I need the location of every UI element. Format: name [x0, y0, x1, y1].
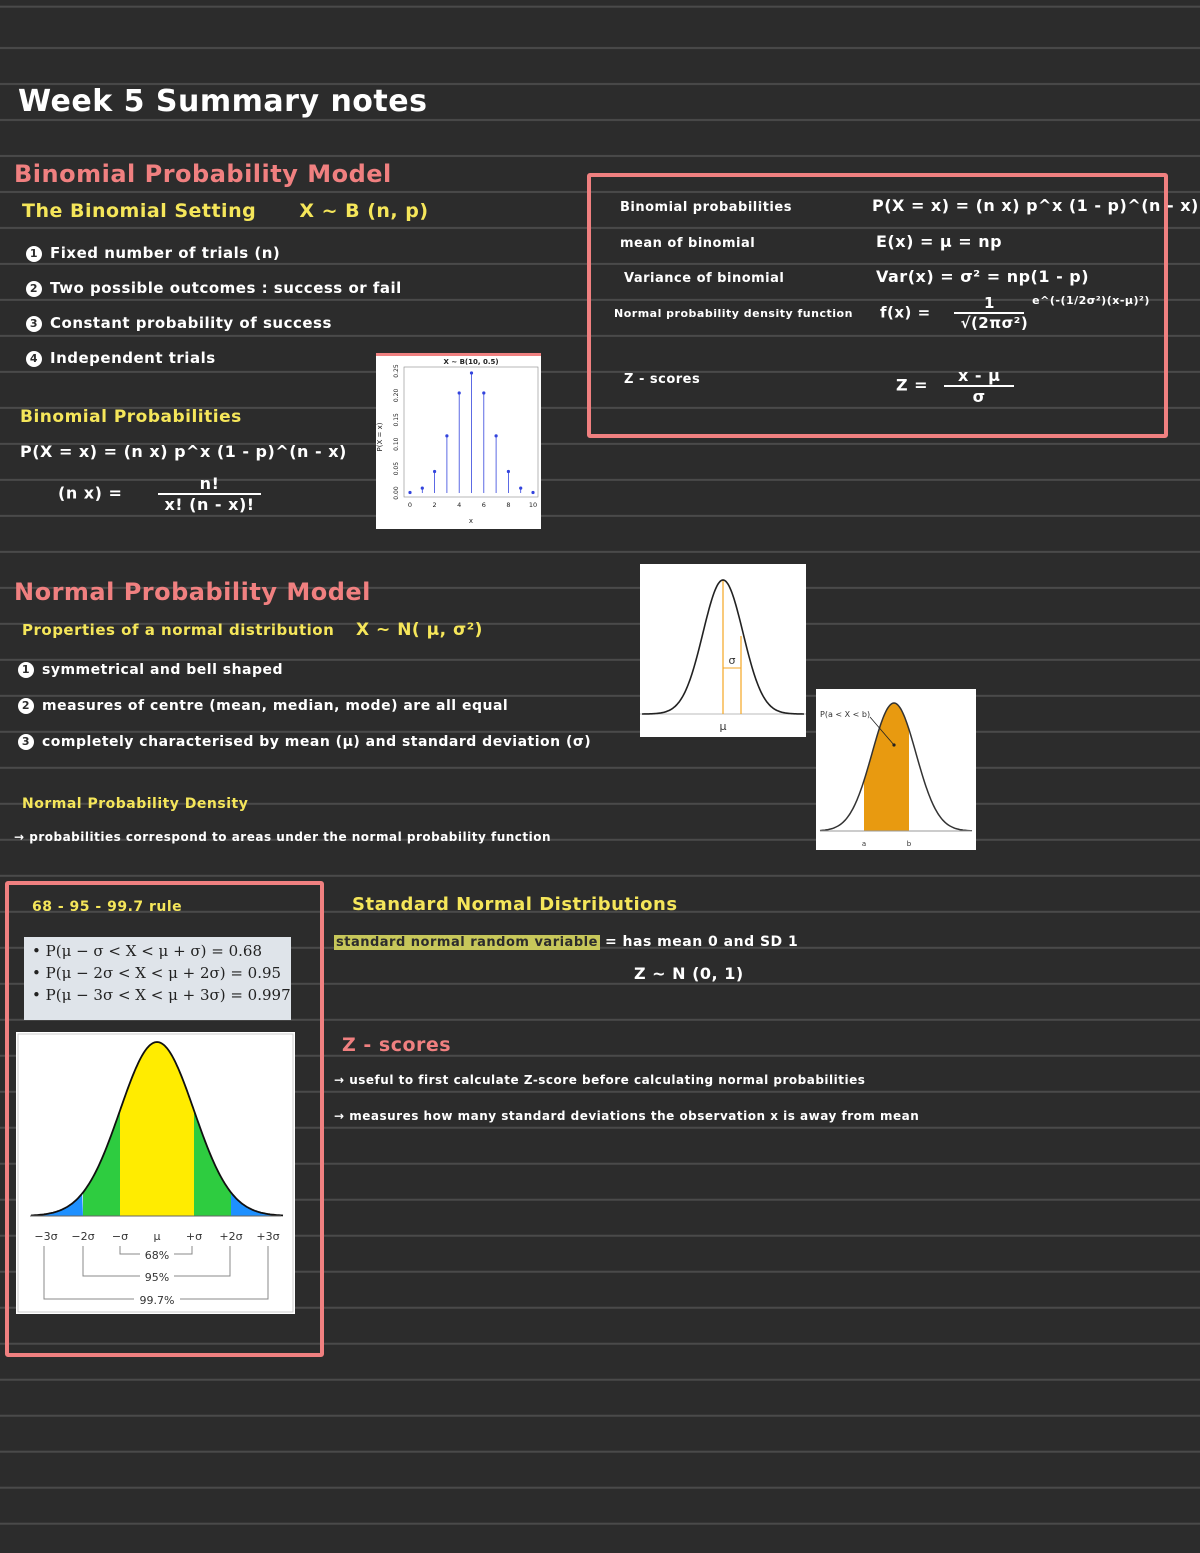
properties-label: Properties of a normal distribution — [22, 621, 335, 639]
fraction-denominator: x! (n - x)! — [164, 495, 255, 514]
empirical-rule-formulas — [24, 937, 291, 1020]
setting-notation: X ~ B (n, p) — [299, 200, 429, 222]
y-tick-label: 0.15 — [393, 413, 400, 427]
data-point — [421, 487, 424, 490]
x-tick-label: 2 — [432, 501, 437, 509]
area-pointer-dot — [892, 743, 895, 746]
zscore-numerator: x - μ — [944, 366, 1014, 387]
probability-band — [120, 1042, 194, 1216]
zscore-lhs: Z = — [896, 375, 929, 395]
combination-lhs: (n x) = — [58, 483, 123, 503]
x-tick-label: 4 — [457, 501, 462, 509]
formula-mean: E(x) = μ = np — [876, 232, 1003, 251]
chart-top-border — [376, 353, 541, 356]
formula-label-variance: Variance of binomial — [624, 271, 785, 286]
data-point — [470, 371, 473, 374]
pct-68: 68% — [144, 1249, 170, 1262]
zscore-denominator: σ — [972, 387, 986, 406]
list-item-text: symmetrical and bell shaped — [42, 662, 284, 678]
data-point — [507, 470, 510, 473]
combination-fraction — [158, 474, 260, 514]
zscores-heading: Z - scores — [342, 1034, 452, 1056]
rule-line-997: • P(μ − 3σ < X < μ + 3σ) = 0.997 — [32, 986, 291, 1004]
zscore-fraction — [944, 366, 1014, 406]
zscore-point-2: → measures how many standard deviations the observation x is away from mean — [334, 1109, 920, 1123]
sigma-tick-label: −2σ — [71, 1230, 95, 1243]
list-item-text: measures of centre (mean, median, mode) are all equal — [42, 698, 509, 714]
pdf-denominator: √(2πσ²) — [960, 314, 1029, 332]
binomial-probabilities-heading: Binomial Probabilities — [20, 407, 242, 427]
normal-density-text: → probabilities correspond to areas under the normal probability function — [14, 830, 552, 844]
probability-band — [31, 1194, 83, 1217]
standard-normal-definition — [334, 934, 798, 950]
sigma-tick-label: −3σ — [34, 1230, 58, 1243]
x-tick-label: 10 — [528, 501, 538, 509]
binomial-heading: Binomial Probability Model — [14, 160, 392, 188]
binomial-setting-list — [26, 236, 402, 376]
data-point — [495, 434, 498, 437]
mu-label: μ — [719, 720, 727, 733]
list-item-text: Independent trials — [50, 349, 216, 367]
list-item — [26, 236, 402, 271]
data-point — [433, 470, 436, 473]
y-tick-label: 0.10 — [393, 437, 400, 451]
data-point — [458, 391, 461, 394]
formula-label-binomial: Binomial probabilities — [620, 200, 792, 215]
list-item — [26, 306, 402, 341]
binomial-chart — [376, 353, 541, 529]
pct-95: 95% — [144, 1271, 170, 1284]
pdf-exponent: e^(-(1/2σ²)(x-μ)²) — [1032, 294, 1150, 307]
a-label: a — [861, 840, 867, 848]
formula-pdf — [880, 294, 1150, 332]
empirical-rule-diagram — [16, 1032, 295, 1314]
sigma-tick-label: +σ — [185, 1230, 203, 1243]
list-item — [18, 724, 591, 760]
normal-heading: Normal Probability Model — [14, 578, 371, 606]
list-item — [18, 688, 591, 724]
formula-zscore — [896, 366, 1014, 406]
pdf-numerator: 1 — [954, 294, 1024, 314]
fraction-numerator: n! — [158, 474, 260, 495]
normal-properties-label — [22, 620, 483, 640]
number-badge: 1 — [18, 662, 34, 678]
highlighted-term: standard normal random variable — [336, 935, 598, 950]
number-badge: 2 — [18, 698, 34, 714]
y-tick-label: 0.25 — [393, 364, 400, 378]
probability-band — [231, 1193, 283, 1217]
number-badge: 3 — [26, 316, 42, 332]
list-item-text: Two possible outcomes : success or fail — [50, 279, 402, 297]
number-badge: 4 — [26, 351, 42, 367]
chart-y-label: P(X = x) — [376, 422, 384, 452]
list-item-text: Constant probability of success — [50, 314, 332, 332]
properties-notation: X ~ N( μ, σ²) — [356, 620, 483, 640]
normal-curve-diagram — [640, 564, 806, 737]
list-item — [26, 341, 402, 376]
formula-label-mean: mean of binomial — [620, 236, 756, 251]
sigma-tick-label: μ — [153, 1230, 161, 1243]
formula-label-pdf: Normal probability density function — [614, 307, 853, 320]
x-tick-label: 8 — [506, 501, 511, 509]
formula-variance: Var(x) = σ² = np(1 - p) — [876, 267, 1090, 286]
formula-label-zscore: Z - scores — [624, 372, 701, 387]
chart-x-label: x — [468, 517, 474, 525]
plot-frame — [404, 367, 538, 497]
number-badge: 3 — [18, 734, 34, 750]
standard-normal-heading: Standard Normal Distributions — [352, 894, 678, 915]
list-item — [18, 652, 591, 688]
y-tick-label: 0.20 — [393, 388, 400, 403]
standard-normal-notation: Z ~ N (0, 1) — [634, 964, 744, 983]
area-label: P(a < X < b) — [820, 710, 871, 719]
data-point — [445, 434, 448, 437]
area-diagram — [816, 689, 976, 850]
data-point — [531, 491, 534, 494]
chart-title: X ~ B(10, 0.5) — [443, 358, 499, 366]
number-badge: 1 — [26, 246, 42, 262]
sigma-tick-label: +3σ — [256, 1230, 280, 1243]
pct-997: 99.7% — [139, 1294, 175, 1307]
sigma-label: σ — [728, 654, 736, 667]
area-diagram-panel — [816, 689, 976, 850]
y-tick-label: 0.00 — [393, 486, 400, 500]
zscore-point-1: → useful to first calculate Z-score before calculating normal probabilities — [334, 1073, 866, 1087]
rule-text: P(μ − 2σ < X < μ + 2σ) = 0.95 — [45, 964, 282, 982]
normal-density-heading: Normal Probability Density — [22, 796, 249, 812]
shaded-area — [864, 703, 909, 831]
formula-binomial: P(X = x) = (n x) p^x (1 - p)^(n - x) — [872, 196, 1199, 215]
rule-line-68: • P(μ − σ < X < μ + σ) = 0.68 — [32, 942, 262, 960]
rule-text: P(μ − 3σ < X < μ + 3σ) = 0.997 — [45, 986, 291, 1004]
sigma-tick-label: +2σ — [219, 1230, 243, 1243]
binomial-probability-formula: P(X = x) = (n x) p^x (1 - p)^(n - x) — [20, 442, 347, 461]
normal-curve-panel — [640, 564, 806, 737]
data-point — [408, 491, 411, 494]
rule-text: P(μ − σ < X < μ + σ) = 0.68 — [45, 942, 262, 960]
y-tick-label: 0.05 — [393, 461, 400, 476]
data-point — [519, 487, 522, 490]
number-badge: 2 — [26, 281, 42, 297]
x-tick-label: 0 — [407, 501, 413, 509]
b-label: b — [906, 840, 912, 848]
list-item-text: completely characterised by mean (μ) and standard deviation (σ) — [42, 734, 592, 750]
binomial-chart-panel — [376, 353, 541, 529]
empirical-rule-heading: 68 - 95 - 99.7 rule — [32, 899, 183, 915]
list-item-text: Fixed number of trials (n) — [50, 244, 281, 262]
empirical-chart-panel — [16, 1032, 295, 1314]
definition-text: = has mean 0 and SD 1 — [604, 934, 799, 950]
data-point — [482, 391, 485, 394]
page-title: Week 5 Summary notes — [18, 84, 428, 119]
setting-label: The Binomial Setting — [22, 200, 257, 222]
rule-line-95: • P(μ − 2σ < X < μ + 2σ) = 0.95 — [32, 964, 282, 982]
list-item — [26, 271, 402, 306]
pdf-lhs: f(x) = — [880, 303, 931, 322]
pdf-fraction — [954, 294, 1029, 332]
combination-formula — [58, 474, 261, 514]
sigma-tick-label: −σ — [111, 1230, 129, 1243]
x-tick-label: 6 — [481, 501, 486, 509]
normal-properties-list — [18, 652, 591, 760]
binomial-setting-label — [22, 200, 429, 222]
